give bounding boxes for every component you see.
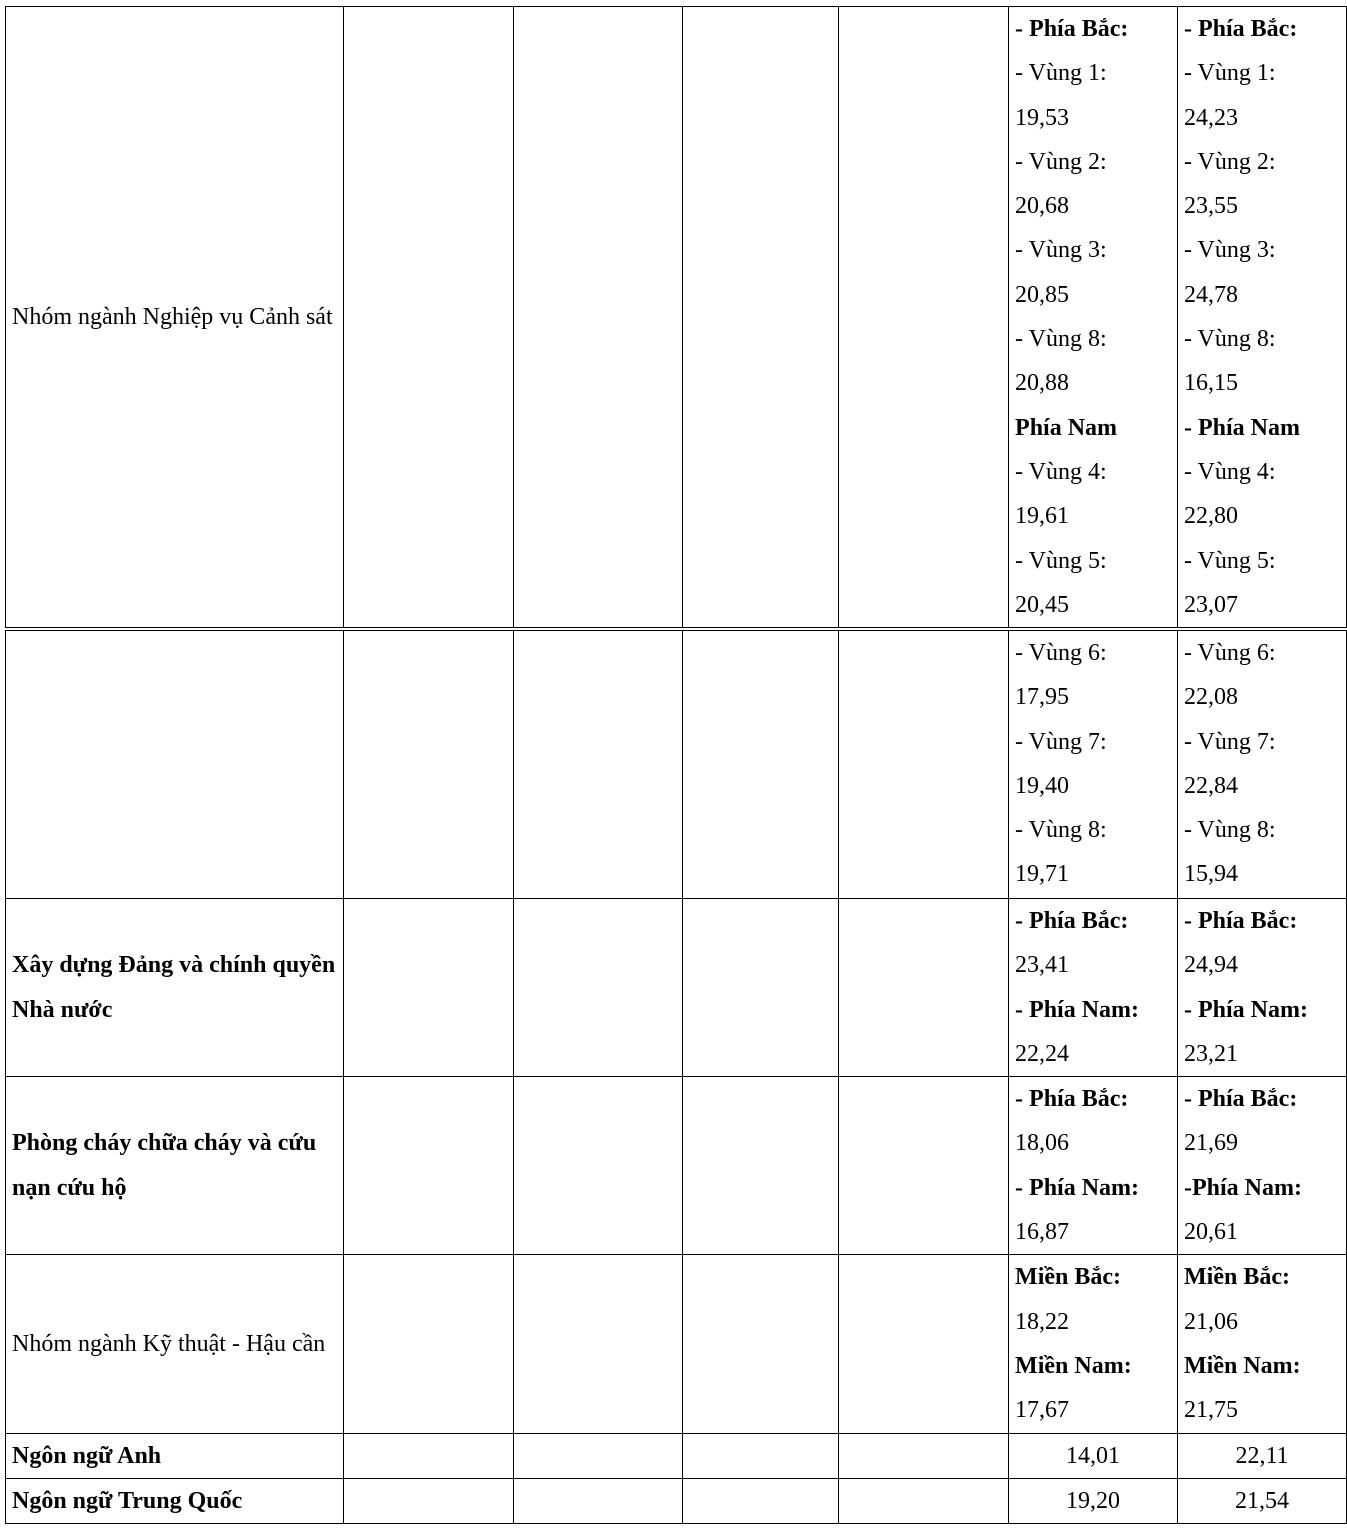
score-cell-col7 xyxy=(1178,631,1347,899)
score-line: 19,53 xyxy=(1015,104,1070,131)
empty-cell xyxy=(513,7,683,628)
score-line: 20,61 xyxy=(1184,1219,1238,1246)
table-row xyxy=(6,1255,1347,1433)
score-line: 15,94 xyxy=(1184,861,1238,888)
empty-cell xyxy=(343,1478,513,1523)
empty-cell xyxy=(343,1077,513,1255)
empty-cell xyxy=(839,899,1009,1077)
empty-cell xyxy=(343,631,513,899)
empty-cell xyxy=(683,1077,839,1255)
empty-cell xyxy=(343,1433,513,1478)
score-line: - Vùng 7: xyxy=(1015,728,1107,755)
score-line: 20,85 xyxy=(1015,281,1070,308)
score-line: 17,67 xyxy=(1015,1397,1070,1424)
score-line: 24,94 xyxy=(1184,952,1238,979)
score-line: 22,80 xyxy=(1184,503,1238,530)
empty-cell xyxy=(839,1478,1009,1523)
score-line: 24,78 xyxy=(1184,281,1238,308)
score-table-part-1 xyxy=(5,6,1347,628)
empty-cell xyxy=(683,631,839,899)
score-line: 17,95 xyxy=(1015,684,1070,711)
score-line: 23,07 xyxy=(1184,591,1238,618)
score-line: 19,40 xyxy=(1015,772,1070,799)
score-cell-col7 xyxy=(1178,7,1347,628)
score-line: - Vùng 4: xyxy=(1015,458,1107,485)
score-line: - Phía Nam: xyxy=(1015,1174,1140,1201)
empty-cell xyxy=(839,1433,1009,1478)
score-line: 22,84 xyxy=(1184,772,1238,799)
score-line: Miền Bắc: xyxy=(1184,1264,1290,1291)
score-line: Miền Bắc: xyxy=(1015,1264,1122,1291)
empty-cell xyxy=(683,899,839,1077)
score-line: - Vùng 1: xyxy=(1184,60,1276,87)
score-value-col6: 19,20 xyxy=(1009,1478,1178,1523)
score-cell-col7 xyxy=(1178,899,1347,1077)
empty-cell xyxy=(683,1255,839,1433)
score-line: - Phía Bắc: xyxy=(1015,16,1129,42)
score-line: 18,06 xyxy=(1015,1130,1070,1157)
score-line: - Vùng 6: xyxy=(1015,640,1107,666)
score-cell-col7 xyxy=(1178,1255,1347,1433)
score-value-col6: 14,01 xyxy=(1009,1433,1178,1478)
table-row xyxy=(6,1478,1347,1523)
table-row xyxy=(6,1077,1347,1255)
score-line: - Phía Bắc: xyxy=(1015,908,1129,934)
empty-cell xyxy=(513,899,683,1077)
row-label: Nhóm ngành Kỹ thuật - Hậu cần xyxy=(6,1255,344,1433)
score-line: Miền Nam: xyxy=(1015,1352,1132,1379)
score-line: - Vùng 8: xyxy=(1015,817,1107,844)
score-line: -Phía Nam: xyxy=(1184,1174,1302,1201)
score-line: - Phía Nam: xyxy=(1015,996,1140,1023)
score-value-col7: 21,54 xyxy=(1178,1478,1347,1523)
score-line: - Vùng 3: xyxy=(1015,237,1107,264)
score-line: - Vùng 1: xyxy=(1015,60,1107,87)
score-line: - Vùng 5: xyxy=(1184,547,1276,574)
table-row xyxy=(6,899,1347,1077)
empty-cell xyxy=(513,1478,683,1523)
empty-cell xyxy=(343,899,513,1077)
score-line: - Vùng 8: xyxy=(1015,326,1107,353)
empty-cell xyxy=(513,1255,683,1433)
score-line: Phía Nam xyxy=(1015,414,1118,441)
score-line: - Vùng 2: xyxy=(1184,148,1276,175)
table-row xyxy=(6,7,1347,628)
empty-cell xyxy=(513,1077,683,1255)
empty-cell xyxy=(683,7,839,628)
score-line: 22,08 xyxy=(1184,684,1238,711)
empty-cell xyxy=(683,1433,839,1478)
score-cell-col6 xyxy=(1009,899,1178,1077)
score-table-part-2 xyxy=(5,630,1347,1524)
empty-cell xyxy=(839,7,1009,628)
score-line: 19,61 xyxy=(1015,503,1070,530)
empty-cell xyxy=(343,7,513,628)
score-line: - Phía Bắc: xyxy=(1184,908,1298,934)
empty-cell xyxy=(839,631,1009,899)
score-cell-col6 xyxy=(1009,1255,1178,1433)
empty-cell xyxy=(513,631,683,899)
table-row xyxy=(6,631,1347,899)
score-line: 21,75 xyxy=(1184,1397,1238,1424)
row-label: Phòng cháy chữa cháy và cứu nạn cứu hộ xyxy=(6,1077,344,1255)
score-line: 21,06 xyxy=(1184,1308,1238,1335)
empty-cell xyxy=(683,1478,839,1523)
table-row xyxy=(6,1433,1347,1478)
score-cell-col6 xyxy=(1009,7,1178,628)
score-line: 16,15 xyxy=(1184,370,1238,397)
score-line: Miền Nam: xyxy=(1184,1352,1301,1379)
score-cell-col6 xyxy=(1009,1077,1178,1255)
score-cell-col6 xyxy=(1009,631,1178,899)
score-line: 23,21 xyxy=(1184,1040,1238,1067)
score-line: - Phía Nam xyxy=(1184,414,1300,441)
empty-cell xyxy=(343,1255,513,1433)
score-line: - Phía Nam: xyxy=(1184,996,1308,1023)
score-line: - Vùng 3: xyxy=(1184,237,1276,264)
score-line: - Vùng 4: xyxy=(1184,458,1276,485)
score-line: 18,22 xyxy=(1015,1308,1070,1335)
row-label: Nhóm ngành Nghiệp vụ Cảnh sát xyxy=(6,7,344,628)
score-line: 20,68 xyxy=(1015,193,1070,220)
score-line: - Phía Bắc: xyxy=(1184,16,1298,42)
score-line: 20,45 xyxy=(1015,591,1070,618)
score-line: 20,88 xyxy=(1015,370,1070,397)
score-cell-col7 xyxy=(1178,1077,1347,1255)
score-line: - Vùng 2: xyxy=(1015,148,1107,175)
score-line: 21,69 xyxy=(1184,1130,1238,1157)
score-line: - Vùng 5: xyxy=(1015,547,1107,574)
score-line: 22,24 xyxy=(1015,1040,1070,1067)
row-label: Ngôn ngữ Anh xyxy=(6,1433,344,1478)
row-label: Xây dựng Đảng và chính quyền Nhà nước xyxy=(6,899,344,1077)
score-line: 16,87 xyxy=(1015,1219,1070,1246)
score-line: - Phía Bắc: xyxy=(1015,1086,1129,1113)
score-line: 19,71 xyxy=(1015,861,1070,888)
score-line: 24,23 xyxy=(1184,104,1238,131)
empty-cell xyxy=(839,1077,1009,1255)
empty-cell xyxy=(513,1433,683,1478)
score-line: 23,55 xyxy=(1184,193,1238,220)
row-label: Ngôn ngữ Trung Quốc xyxy=(6,1478,344,1523)
score-line: - Vùng 6: xyxy=(1184,640,1276,666)
table-body xyxy=(6,631,1347,1524)
score-value-col7: 22,11 xyxy=(1178,1433,1347,1478)
score-line: - Phía Bắc: xyxy=(1184,1086,1298,1113)
row-label xyxy=(6,631,344,899)
score-line: - Vùng 8: xyxy=(1184,326,1276,353)
empty-cell xyxy=(839,1255,1009,1433)
score-line: - Vùng 7: xyxy=(1184,728,1276,755)
score-line: 23,41 xyxy=(1015,952,1070,979)
score-line: - Vùng 8: xyxy=(1184,817,1276,844)
